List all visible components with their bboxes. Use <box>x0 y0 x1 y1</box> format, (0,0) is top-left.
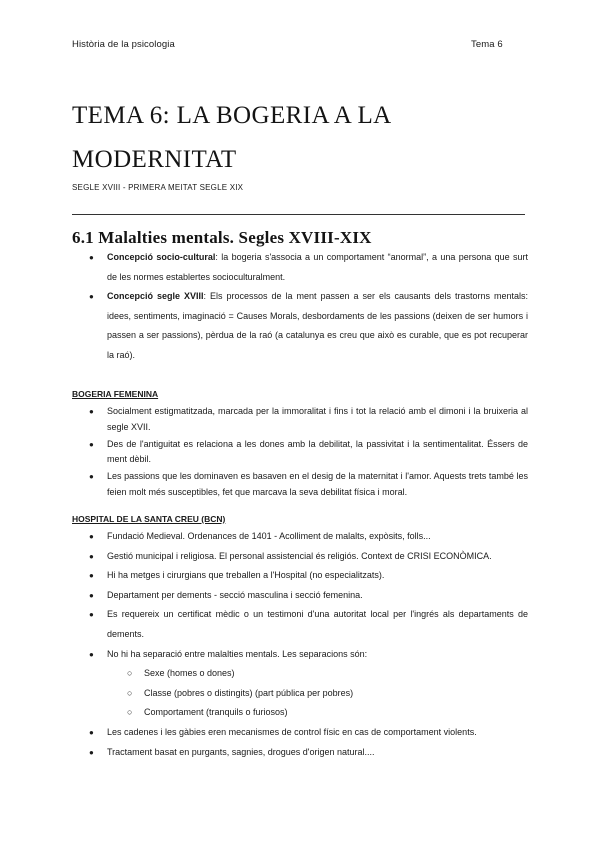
list-item: ● Les passions que les dominaven es basaven en el desig de la maternitat i l'amor. Aquests trets també les feien molt més susceptibles, fet que marcava la seva debilitat física i moral. <box>89 471 528 497</box>
list-item <box>72 248 528 287</box>
page-subtitle: SEGLE XVIII - PRIMERA MEITAT SEGLE XIX <box>72 183 244 192</box>
bullet-icon: ● <box>89 747 94 757</box>
bogeria-heading: BOGERIA FEMENINA <box>72 389 159 399</box>
section-bullets <box>72 248 528 365</box>
hospital-heading: HOSPITAL DE LA SANTA CREU (BCN) <box>72 514 226 524</box>
bullet-icon: ● <box>89 649 94 659</box>
bullet-icon: ● <box>89 472 94 481</box>
circle-bullet-icon: ○ <box>127 687 133 698</box>
list-item: ● No hi ha separació entre malalties mentals. Les separacions són: <box>72 645 528 665</box>
sub-list-item: ○ Classe (pobres o distingits) (part pública per pobres) <box>72 684 528 704</box>
bullet-icon: ● <box>89 590 94 600</box>
list-item: ● Socialment estigmatitzada, marcada per la immoralitat i fins i tot la relació amb el dimoni i la bruixeria al segle XVII. <box>89 406 528 432</box>
bullet-icon: ● <box>89 551 94 561</box>
list-item: ● Les cadenes i les gàbies eren mecanismes de control físic en cas de comportament violents. <box>72 723 528 743</box>
running-header-left: Història de la psicologia <box>72 39 175 50</box>
list-item: ● Des de l'antiguitat es relaciona a les dones amb la debilitat, la passivitat i la sentimentalitat. Éssers de ment dèbil. <box>89 438 528 464</box>
bullet-icon: ● <box>89 407 94 416</box>
bullet-icon: ● <box>89 727 94 737</box>
list-item <box>72 287 528 365</box>
page-title: TEMA 6: LA BOGERIA A LA MODERNITAT <box>72 102 391 173</box>
horizontal-divider <box>72 214 525 215</box>
list-item: ● Hi ha metges i cirurgians que treballen a l'Hospital (no especialitzats). <box>72 566 528 586</box>
sub-list-item: ○ Sexe (homes o dones) <box>72 664 528 684</box>
list-item: ● Departament per dements - secció masculina i secció femenina. <box>72 586 528 606</box>
bullet-text: : la bogeria s'associa a un comportament “anormal”, a una persona que surt de les normes establertes socioculturalment. <box>107 252 528 282</box>
list-item: ● Tractament basat en purgants, sagnies, drogues d'origen natural.... <box>72 743 528 763</box>
bullet-icon: ● <box>89 571 94 581</box>
list-item: ● Gestió municipal i religiosa. El personal assistencial és religiós. Context de CRISI ECONÒMICA. <box>72 547 528 567</box>
bullet-text: : Els processos de la ment passen a ser els causants dels trastorns mentals: idees, sentiments, imaginació = Causes Morals, desbordaments de les passions (deixen de ser humors i passen a ser passions), pèrdua de la raó (a catalunya es creu que això es curable, que es pot recuperar la raó). <box>107 291 528 360</box>
list-item: ● Fundació Medieval. Ordenances de 1401 - Acolliment de malalts, expòsits, folls... <box>72 527 528 547</box>
bullet-label: Concepció segle XVIII <box>107 291 204 301</box>
running-header-right: Tema 6 <box>471 39 503 50</box>
circle-bullet-icon: ○ <box>127 707 133 718</box>
sub-list-item: ○ Comportament (tranquils o furiosos) <box>72 703 528 723</box>
hospital-section <box>72 514 528 762</box>
bullet-icon: ● <box>89 439 94 449</box>
bullet-icon: ● <box>89 253 94 262</box>
bullet-icon: ● <box>89 610 94 620</box>
circle-bullet-icon: ○ <box>127 668 133 679</box>
bogeria-section <box>72 389 528 502</box>
bullet-icon: ● <box>89 292 94 301</box>
list-item: ● Es requereix un certificat mèdic o un testimoni d'una autoritat local per l'ingrés als departaments de dements. <box>72 605 528 644</box>
bullet-icon: ● <box>89 532 94 541</box>
section-title: 6.1 Malalties mentals. Segles XVIII-XIX <box>72 228 372 247</box>
bullet-label: Concepció socio-cultural <box>107 252 216 262</box>
